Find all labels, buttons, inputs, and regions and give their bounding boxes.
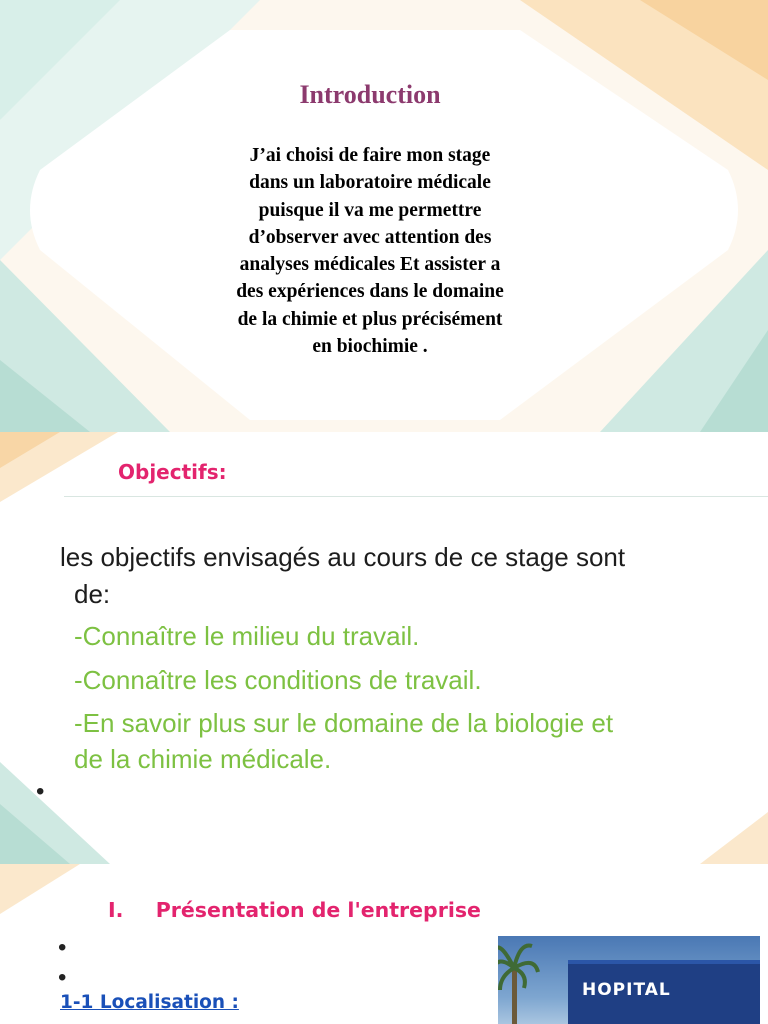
introduction-line: puisque il va me permettre <box>258 199 482 221</box>
objectifs-intro-line: de: <box>74 579 111 609</box>
bullet-point: • <box>58 934 67 961</box>
introduction-title: Introduction <box>299 80 441 109</box>
presentation-title <box>108 898 481 922</box>
introduction-line: J’ai choisi de faire mon stage <box>249 145 491 166</box>
objectifs-title: Objectifs: <box>118 460 227 484</box>
introduction-line: en biochimie . <box>312 336 428 358</box>
objective-item <box>74 618 714 654</box>
section-number: I. <box>108 898 124 922</box>
localisation-subtitle: 1-1 Localisation : <box>60 992 239 1013</box>
objective-line: de la chimie médicale. <box>74 744 332 774</box>
introduction-slide <box>0 0 768 432</box>
presentation-slide <box>0 864 768 1024</box>
objective-line: -Connaître les conditions de travail. <box>74 665 482 695</box>
introduction-line: dans un laboratoire médicale <box>249 172 491 194</box>
objective-item <box>74 662 714 698</box>
introduction-line: de la chimie et plus précisément <box>237 308 503 330</box>
bullet-point: • <box>58 964 67 991</box>
objectifs-intro-line: les objectifs envisagés au cours de ce stage sont <box>60 542 626 572</box>
bullet-point: • <box>36 778 45 805</box>
hospital-photo <box>498 936 760 1024</box>
introduction-line: d’observer avec attention des <box>248 226 492 248</box>
objectifs-intro <box>60 539 710 613</box>
section-title: Présentation de l'entreprise <box>155 898 481 922</box>
objectifs-slide <box>0 432 768 864</box>
objective-line: -Connaître le milieu du travail. <box>74 621 420 651</box>
objective-item <box>74 705 714 777</box>
hospital-sign-text: HOPITAL <box>582 980 671 1000</box>
title-divider <box>64 496 768 497</box>
introduction-line: analyses médicales Et assister a <box>239 254 501 276</box>
introduction-text <box>180 142 560 360</box>
objective-line: -En savoir plus sur le domaine de la biologie et <box>74 708 614 738</box>
introduction-line: des expériences dans le domaine <box>236 281 504 303</box>
